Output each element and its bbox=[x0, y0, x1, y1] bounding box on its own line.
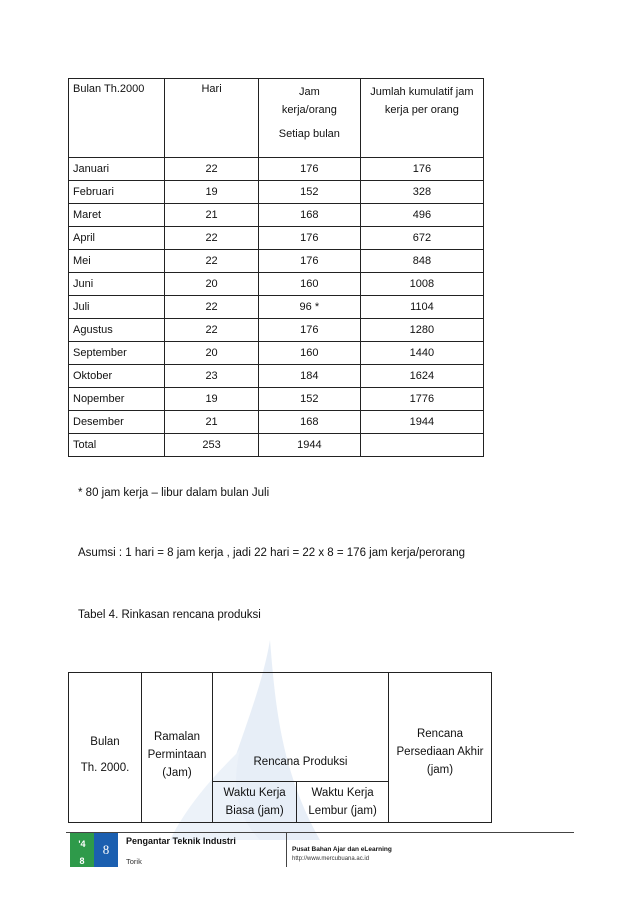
cell-hari: 19 bbox=[165, 388, 259, 411]
table-body bbox=[69, 158, 484, 457]
cell-hari: 22 bbox=[165, 158, 259, 181]
cell-kum: 1280 bbox=[360, 319, 483, 342]
header-waktu-biasa bbox=[213, 782, 297, 823]
header-persediaan-line1: Rencana bbox=[416, 728, 464, 740]
footer-course-title: Pengantar Teknik Industri bbox=[126, 836, 236, 846]
table-row bbox=[69, 181, 484, 204]
header-bulan-line2: Th. 2000. bbox=[80, 761, 130, 774]
cell-kum: 1008 bbox=[360, 273, 483, 296]
table-row bbox=[69, 204, 484, 227]
cell-jam: 152 bbox=[258, 388, 360, 411]
header-ramalan-line3: (Jam) bbox=[162, 766, 192, 779]
table-row bbox=[69, 411, 484, 434]
header-persediaan-line3: (jam) bbox=[426, 764, 454, 776]
header-persediaan-line2: Persediaan Akhir bbox=[396, 746, 484, 758]
header-jam-line1: Jam bbox=[298, 86, 320, 98]
cell-hari: 20 bbox=[165, 273, 259, 296]
header-jam bbox=[258, 79, 360, 158]
cell-bulan: Juli bbox=[69, 296, 165, 319]
cell-bulan: Desember bbox=[69, 411, 165, 434]
cell-bulan: Juni bbox=[69, 273, 165, 296]
table-row bbox=[69, 227, 484, 250]
cell-kum: 1944 bbox=[360, 411, 483, 434]
cell-jam: 168 bbox=[258, 204, 360, 227]
assumption-text: Asumsi : 1 hari = 8 jam kerja , jadi 22 hari = 22 x 8 = 176 jam kerja/perorang bbox=[78, 547, 466, 559]
header-hari: Hari bbox=[165, 79, 259, 158]
footnote-text: * 80 jam kerja – libur dalam bulan Juli bbox=[78, 487, 270, 499]
cell-kum: 1104 bbox=[360, 296, 483, 319]
cell-hari: 21 bbox=[165, 411, 259, 434]
table-header-row bbox=[69, 79, 484, 158]
work-hours-table bbox=[68, 78, 484, 457]
cell-bulan: April bbox=[69, 227, 165, 250]
footer-institution: Pusat Bahan Ajar dan eLearning bbox=[292, 846, 392, 853]
table-row bbox=[69, 250, 484, 273]
header-persediaan bbox=[389, 673, 492, 823]
cell-hari: 253 bbox=[165, 434, 259, 457]
table-row bbox=[69, 273, 484, 296]
cell-hari: 19 bbox=[165, 181, 259, 204]
cell-jam: 160 bbox=[258, 273, 360, 296]
header-kum-line2: kerja per orang bbox=[384, 104, 459, 116]
cell-kum: 328 bbox=[360, 181, 483, 204]
header-lembur-line2: Lembur (jam) bbox=[308, 805, 377, 817]
header-kumulatif bbox=[360, 79, 483, 158]
footer-author: Torik bbox=[126, 857, 142, 866]
header-ramalan-line1: Ramalan bbox=[153, 730, 201, 743]
header-ramalan-line2: Permintaan bbox=[147, 748, 207, 761]
header-bulan bbox=[69, 673, 142, 823]
page-number: 8 bbox=[102, 842, 110, 857]
header-lembur-line1: Waktu Kerja bbox=[311, 787, 374, 799]
cell-jam: 168 bbox=[258, 411, 360, 434]
table-row bbox=[69, 365, 484, 388]
cell-bulan: Februari bbox=[69, 181, 165, 204]
production-plan-table bbox=[68, 672, 492, 823]
cell-hari: 20 bbox=[165, 342, 259, 365]
cell-kum: 496 bbox=[360, 204, 483, 227]
footer-logo-top: '4 bbox=[78, 839, 86, 849]
cell-jam: 176 bbox=[258, 158, 360, 181]
cell-hari: 22 bbox=[165, 319, 259, 342]
cell-bulan: Total bbox=[69, 434, 165, 457]
table-header-row bbox=[69, 673, 492, 782]
cell-hari: 23 bbox=[165, 365, 259, 388]
cell-bulan: Agustus bbox=[69, 319, 165, 342]
table-row bbox=[69, 319, 484, 342]
table-row bbox=[69, 296, 484, 319]
cell-jam: 176 bbox=[258, 250, 360, 273]
cell-hari: 22 bbox=[165, 227, 259, 250]
cell-bulan: September bbox=[69, 342, 165, 365]
header-kum-line1: Jumlah kumulatif jam bbox=[370, 86, 474, 98]
cell-jam: 96 * bbox=[258, 296, 360, 319]
cell-hari: 22 bbox=[165, 296, 259, 319]
cell-jam: 160 bbox=[258, 342, 360, 365]
footer-url: http://www.mercubuana.ac.id bbox=[292, 856, 370, 862]
cell-jam: 184 bbox=[258, 365, 360, 388]
cell-kum: 1624 bbox=[360, 365, 483, 388]
header-biasa-line2: Biasa (jam) bbox=[225, 805, 284, 817]
cell-jam: 176 bbox=[258, 319, 360, 342]
cell-hari: 21 bbox=[165, 204, 259, 227]
header-ramalan bbox=[142, 673, 213, 823]
header-waktu-lembur bbox=[297, 782, 389, 823]
header-bulan: Bulan Th.2000 bbox=[69, 79, 165, 158]
table-row bbox=[69, 342, 484, 365]
header-bulan-line1: Bulan bbox=[90, 735, 120, 748]
cell-kum bbox=[360, 434, 483, 457]
cell-jam: 176 bbox=[258, 227, 360, 250]
cell-bulan: Oktober bbox=[69, 365, 165, 388]
cell-bulan: Mei bbox=[69, 250, 165, 273]
table-row bbox=[69, 434, 484, 457]
cell-bulan: Maret bbox=[69, 204, 165, 227]
cell-bulan: Januari bbox=[69, 158, 165, 181]
cell-bulan: Nopember bbox=[69, 388, 165, 411]
footer-logo-bottom: 8 bbox=[79, 856, 85, 866]
header-rencana-produksi: Rencana Produksi bbox=[213, 673, 389, 782]
cell-jam: 1944 bbox=[258, 434, 360, 457]
footer-divider-line bbox=[66, 832, 574, 833]
cell-kum: 672 bbox=[360, 227, 483, 250]
cell-hari: 22 bbox=[165, 250, 259, 273]
table-row bbox=[69, 388, 484, 411]
cell-kum: 1440 bbox=[360, 342, 483, 365]
header-jam-line3: Setiap bulan bbox=[278, 128, 340, 140]
footer-vertical-divider bbox=[286, 833, 287, 867]
footer-logo-green bbox=[70, 833, 94, 867]
cell-jam: 152 bbox=[258, 181, 360, 204]
table-caption: Tabel 4. Rinkasan rencana produksi bbox=[78, 609, 261, 621]
header-biasa-line1: Waktu Kerja bbox=[223, 787, 286, 799]
cell-kum: 1776 bbox=[360, 388, 483, 411]
cell-kum: 176 bbox=[360, 158, 483, 181]
header-jam-line2: kerja/orang bbox=[281, 104, 337, 116]
cell-kum: 848 bbox=[360, 250, 483, 273]
table-row bbox=[69, 158, 484, 181]
